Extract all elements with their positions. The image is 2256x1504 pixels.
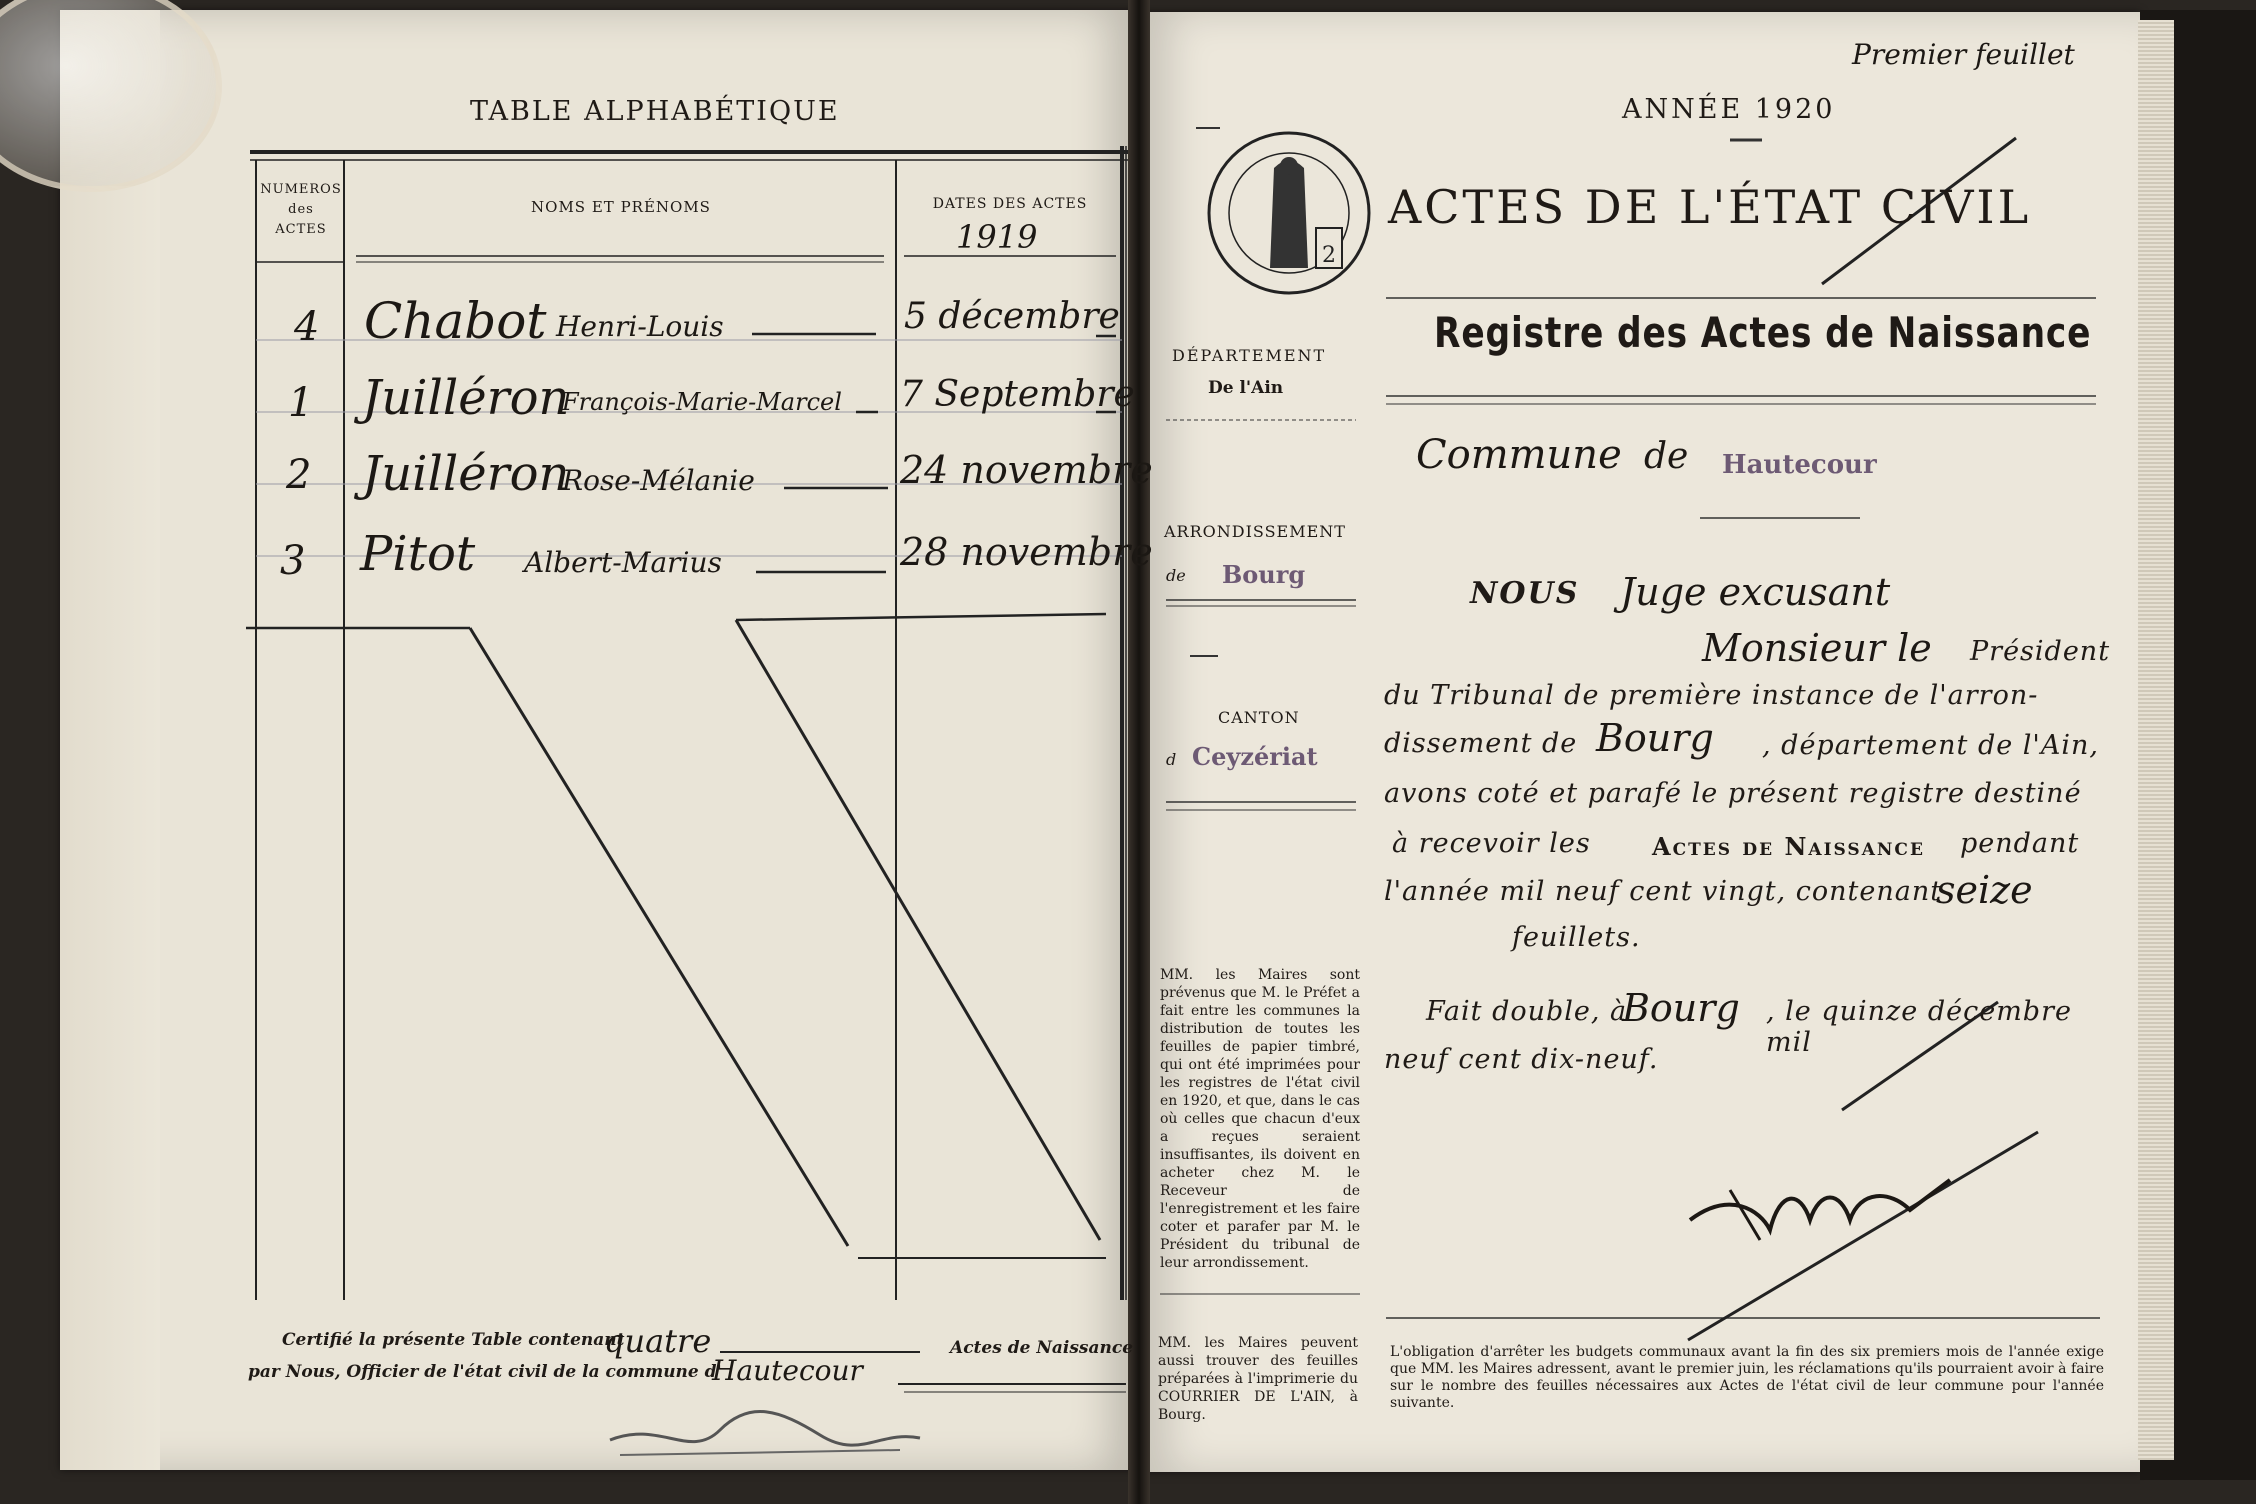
body-line-6: l'année mil neuf cent vingt, contenant — [1384, 876, 1943, 907]
header-numeros — [258, 180, 344, 240]
body-line-2: du Tribunal de première instance de l'arron- — [1384, 680, 2039, 711]
register-subtitle: Registre des Actes de Naissance — [1434, 308, 2092, 357]
row-1-num: 4 — [294, 304, 320, 350]
header-noms: NOMS ET PRÉNOMS — [531, 198, 711, 216]
commune-label: Commune — [1416, 432, 1622, 478]
departement-label: DÉPARTEMENT — [1172, 346, 1327, 365]
main-title: ACTES DE L'ÉTAT CIVIL — [1388, 180, 2032, 234]
row-1-date: 5 décembre — [904, 296, 1120, 337]
body-line-3b: , département de l'Ain, — [1762, 730, 2099, 761]
canton-value: Ceyzériat — [1192, 742, 1318, 771]
footer-commune: Hautecour — [712, 1354, 863, 1387]
row-4-num: 3 — [280, 538, 306, 584]
commune-value: Hautecour — [1722, 450, 1877, 480]
header-dates: DATES DES ACTES — [932, 196, 1088, 212]
body-line-5b: pendant — [1960, 828, 2080, 859]
departement-value: De l'Ain — [1208, 378, 1284, 398]
fait-double: Fait double, à — [1426, 996, 1628, 1027]
president: Président — [1970, 636, 2111, 667]
footer-certifie: Certifié la présente Table contenant — [282, 1330, 625, 1350]
body-line-4: avons coté et parafé le présent registre destiné — [1384, 778, 2082, 809]
footnote: L'obligation d'arrêter les budgets communaux avant la fin des six premiers mois de l'année exige que MM. les Maires adressent, avant le premier juin, les réclamations qu'ils pourraient avoir à faire sur le nombre des feuilles nécessaires aux Actes de l'état civil de leur commune pour l'année suivante. — [1390, 1344, 2104, 1411]
row-2-date: 7 Septembre — [900, 374, 1135, 415]
row-4-name: Pitot — [360, 526, 476, 582]
fait-bourg: Bourg — [1622, 986, 1740, 1030]
row-4-date: 28 novembre — [900, 530, 1153, 574]
juge-excusant: Juge excusant — [1620, 570, 1891, 614]
body-line-3a: dissement de — [1384, 728, 1578, 759]
fait-year: neuf cent dix-neuf. — [1384, 1044, 1659, 1075]
row-3-num: 2 — [286, 452, 312, 498]
row-2-name: Juilléron — [362, 370, 570, 426]
body-actes-naissance: Actes de Naissance — [1652, 832, 1925, 861]
row-1-given: Henri-Louis — [556, 310, 724, 343]
row-3-name: Juilléron — [362, 446, 570, 502]
canton-label: CANTON — [1218, 708, 1300, 727]
president-signature — [1670, 1150, 1970, 1270]
footer-par-nous: par Nous, Officier de l'état civil de la commune d' — [248, 1362, 722, 1382]
row-3-given: Rose-Mélanie — [562, 464, 755, 497]
year-title: ANNÉE 1920 — [1622, 94, 1836, 125]
arrondissement-value: Bourg — [1222, 560, 1306, 589]
table-title: TABLE ALPHABÉTIQUE — [470, 96, 840, 127]
republique-seal — [1204, 128, 1374, 298]
header-year: 1919 — [956, 218, 1038, 256]
header-numeros-2: des — [288, 202, 314, 217]
canton-de: d — [1166, 750, 1177, 769]
row-3-date: 24 novembre — [900, 448, 1153, 492]
body-line-7: feuillets. — [1512, 922, 1641, 953]
corner-note: Premier feuillet — [1852, 38, 2075, 71]
row-2-num: 1 — [288, 380, 314, 426]
commune-de: de — [1644, 436, 1689, 477]
arrondissement-label: ARRONDISSEMENT — [1164, 522, 1346, 541]
fait-date: , le quinze décembre mil — [1766, 996, 2072, 1058]
footer-count: quatre — [604, 1322, 712, 1360]
body-bourg: Bourg — [1596, 716, 1714, 760]
row-1-name: Chabot — [364, 292, 547, 350]
arrondissement-de: de — [1166, 566, 1186, 585]
header-numeros-3: ACTES — [275, 222, 327, 237]
seal-value: 2 — [1322, 243, 1336, 268]
monsieur-le: Monsieur le — [1702, 626, 1932, 670]
body-seize: seize — [1936, 868, 2033, 912]
footer-actes: Actes de Naissance — [950, 1338, 1134, 1358]
header-numeros-1: NUMEROS — [260, 182, 342, 197]
note-maires: MM. les Maires sont prévenus que M. le Préfet a fait entre les communes la distribution de toutes les feuilles de papier timbré, qui ont été imprimées pour les registres de l'état civil en 1920, et que, dans le cas où celles que chacun d'eux a reçues seraient insuffisantes, ils doivent en acheter chez M. le Receveur de l'enregistrement et les faire coter et parafer par M. le Président du tribunal de leur arrondissement. — [1160, 967, 1360, 1271]
row-4-given: Albert-Marius — [524, 546, 722, 579]
body-line-5a: à recevoir les — [1392, 828, 1591, 859]
note-maires-2: MM. les Maires peuvent aussi trouver des feuilles préparées à l'imprimerie du COURRIER DE L'AIN, à Bourg. — [1158, 1335, 1358, 1423]
row-2-given: François-Marie-Marcel — [562, 388, 842, 416]
left-signature — [600, 1400, 930, 1470]
nous: NOUS — [1470, 576, 1580, 611]
